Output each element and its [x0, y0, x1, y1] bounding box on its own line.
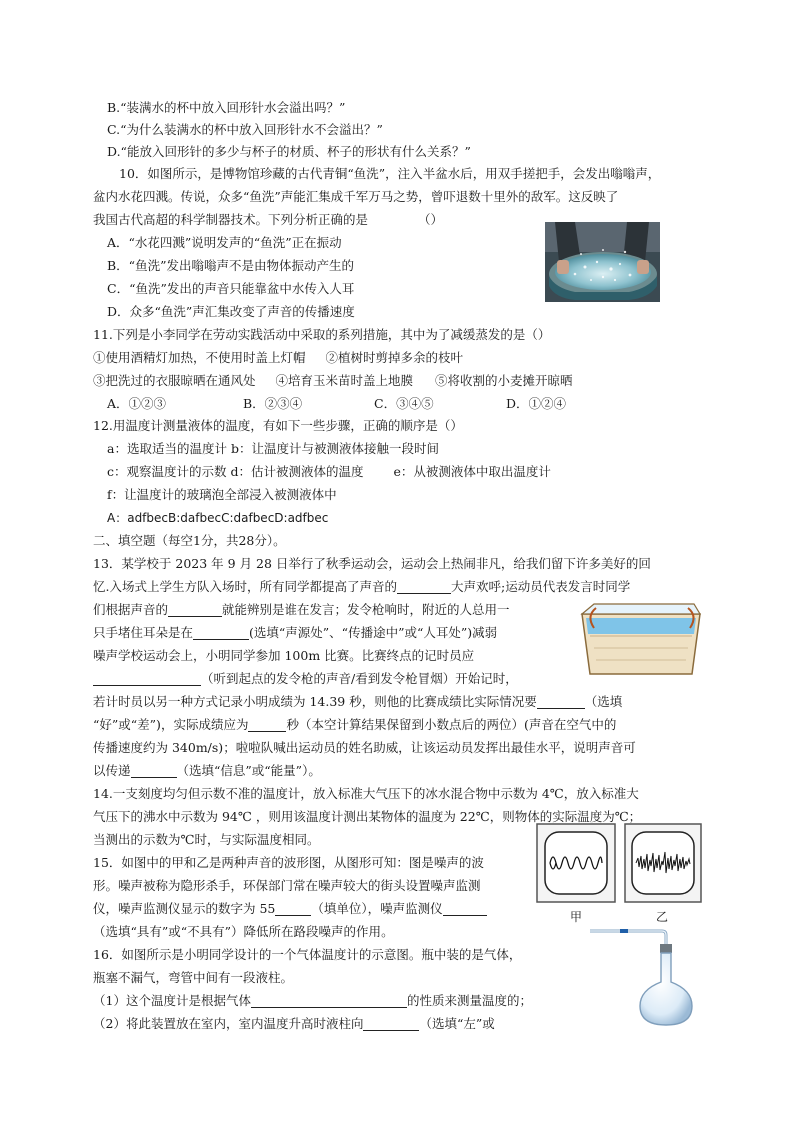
q11-item-5: ⑤将收割的小麦摊开晾晒: [434, 373, 573, 388]
q13-line7-text-b: （选填: [584, 694, 623, 709]
q13-line2: [93, 576, 630, 598]
q15-line1: 15．如图中的甲和乙是两种声音的波形图，从图形可知：图是噪声的波: [93, 855, 484, 870]
q10-stem-line3-text: 我国古代高超的科学制器技术。下列分析正确的是: [93, 212, 369, 227]
section-2-heading: 二、填空题（每空1分，共28分）。: [93, 533, 286, 548]
q13-line10: [93, 760, 321, 782]
q13-line2-text-b: 大声欢呼;运动员代表发言时同学: [450, 579, 631, 594]
q11-item-2: ②植树时剪掉多余的枝叶: [325, 350, 463, 365]
q13-line3-text-a: 们根据声音的: [93, 602, 169, 617]
q16-line4-text-a: （2）将此装置放在室内，室内温度升高时液柱向: [93, 1016, 364, 1031]
q13-line6: [93, 668, 518, 690]
q12-step-c: c：观察温度计的示数: [107, 464, 227, 479]
q13-blank-better-worse[interactable]: [537, 693, 585, 709]
cloth-bucket-figure: [576, 598, 706, 678]
q12-step-e: e：从被测液体中取出温度计: [393, 464, 551, 479]
q13-line4-text-b: (选填“声源处”、“传播途中”或“人耳处”)减弱: [249, 625, 498, 640]
q16-line3: [93, 990, 532, 1012]
gas-thermometer-figure: [586, 924, 696, 1029]
q15-line2: 形。噪声被称为隐形杀手，环保部门常在噪声较大的街头设置噪声监测: [93, 878, 481, 893]
q16-line3-text-b: 的性质来测量温度的；: [406, 993, 532, 1008]
q10-stem-line3: [93, 209, 443, 231]
q12-options: A：adfbecB:dafbecC:dafbecD:adfbec: [107, 511, 329, 525]
q13-line8-text-a: “好”或“差”)，实际成绩应为: [93, 717, 249, 732]
q12-step-d: d：估计被测液体的温度: [230, 464, 364, 479]
q16-line3-text-a: （1）这个温度计是根据气体: [93, 993, 251, 1008]
q16-line4: [93, 1013, 495, 1035]
caption-jia: 甲: [570, 910, 583, 924]
q14-line3: 当测出的示数为℃时，与实际温度相同。: [93, 832, 320, 847]
q9-option-b: B.“装满水的杯中放入回形针水会溢出吗？”: [107, 100, 346, 115]
q11-item-4: ④培育玉米苗时盖上地膜: [275, 373, 413, 388]
q13-line3: [93, 599, 510, 621]
q10-option-b: B．“鱼洗”发出嗡嗡声不是由物体振动产生的: [107, 258, 354, 273]
q13-blank-timing[interactable]: [93, 670, 201, 686]
q13-line1: 13．某学校于 2023 年 9 月 28 日举行了秋季运动会，运动会上热闹非凡，给我们留下许多美好的回: [93, 556, 651, 571]
q14-line1: 14.一支刻度均匀但示数不准的温度计，放入标准大气压下的冰水混合物中示数为 4℃，放入标准大: [93, 786, 639, 801]
q11-option-c: C．③④⑤: [374, 396, 434, 411]
q15-line3-text-b: （填单位），噪声监测仪: [311, 901, 443, 916]
q11-item-3: ③把洗过的衣服晾晒在通风处: [93, 373, 256, 388]
q13-blank-actual-time[interactable]: [248, 716, 286, 732]
q13-line9: 传播速度约为 340m/s)；啦啦队喊出运动员的姓名助威，让该运动员发挥出最佳水平，说明声音可: [93, 740, 636, 755]
q15-line4: （选填“具有”或“不具有”）降低所在路段噪声的作用。: [93, 924, 394, 939]
q11-option-a: A．①②③: [107, 396, 167, 411]
q13-line6-text: （听到起点的发令枪的声音/看到发令枪冒烟）开始记时，: [201, 671, 518, 686]
q12-step-f: f：让温度计的玻璃泡全部浸入被测液体中: [107, 487, 337, 502]
q13-line7: [93, 691, 622, 713]
q11-item-1: ①使用酒精灯加热，不使用时盖上灯帽: [93, 350, 306, 365]
q12-step-a: a：选取适当的温度计: [107, 441, 227, 456]
q16-line1: 16．如图所示是小明同学设计的一个气体温度计的示意图。瓶中装的是气体，: [93, 947, 522, 962]
q13-blank-info-energy[interactable]: [131, 762, 177, 778]
q9-option-d: D.“能放入回形针的多少与杯子的材质、杯子的形状有什么关系？”: [107, 144, 471, 159]
q16-blank-direction[interactable]: [363, 1015, 419, 1031]
q13-line2-text-a: 忆.入场式上学生方队入场时，所有同学都提高了声音的: [93, 579, 397, 594]
q13-blank-noise-location[interactable]: [193, 624, 249, 640]
q13-line3-text-b: 就能辨别是谁在发言；发令枪响时，附近的人总用一: [222, 602, 510, 617]
q13-line4: [93, 622, 497, 644]
q10-option-c: C．“鱼洗”发出的声音只能靠盆中水传入人耳: [107, 281, 355, 296]
q15-line3-text-a: 仪，噪声监测仪显示的数字为 55: [93, 901, 276, 916]
q16-blank-property[interactable]: [251, 992, 407, 1008]
q16-line2: 瓶塞不漏气，弯管中间有一段液柱。: [93, 970, 294, 985]
q10-stem-line1: 10．如图所示，是博物馆珍藏的古代青铜“鱼洗”，注入半盆水后，用双手搓把手，会发出嗡嗡声，: [119, 166, 661, 181]
q9-option-c: C.“为什么装满水的杯中放入回形针水不会溢出？”: [107, 122, 383, 137]
q13-line10-text-b: （选填“信息”或“能量”）。: [176, 763, 321, 778]
q11-stem: 11.下列是小李同学在劳动实践活动中采取的系列措施，其中为了减缓蒸发的是（）: [93, 327, 551, 342]
q10-option-d: D．众多“鱼洗”声汇集改变了声音的传播速度: [107, 304, 355, 319]
q13-line8: [93, 714, 616, 736]
waveform-yi-figure: [624, 823, 702, 903]
q13-blank-timbre[interactable]: [168, 601, 222, 617]
q12-stem: 12.用温度计测量液体的温度，有如下一些步骤，正确的顺序是（）: [93, 418, 463, 433]
q13-line5: 噪声学校运动会上，小明同学参加 100m 比赛。比赛终点的记时员应: [93, 648, 475, 663]
waveform-jia-figure: [536, 823, 616, 903]
q15-line3: [93, 898, 487, 920]
q14-line2: 气压下的沸水中示数为 94℃ ，则用该温度计测出某物体的温度为 22℃，则物体的实际温度为℃；: [93, 809, 642, 824]
q12-step-b: b：让温度计与被测液体接触一段时间: [230, 441, 439, 456]
q13-line7-text-a: 若计时员以另一种方式记录小明成绩为 14.39 秒，则他的比赛成绩比实际情况要: [93, 694, 537, 709]
q10-stem-line2: 盆内水花四溅。传说，众多“鱼洗”声能汇集成千军万马之势，曾吓退数十里外的敌军。这反映了: [93, 189, 619, 204]
q15-blank-has-effect[interactable]: [443, 900, 487, 916]
q11-items-row2: [93, 370, 572, 392]
q12-steps-row1: [107, 438, 439, 460]
q12-steps-row2: [107, 461, 551, 483]
fish-basin-photo: [545, 222, 660, 302]
q10-answer-bracket: （）: [417, 212, 443, 227]
q11-option-d: D．①②④: [506, 396, 567, 411]
q11-option-b: B．②③④: [243, 396, 303, 411]
q13-line4-text-a: 只手堵住耳朵是在: [93, 625, 194, 640]
q11-items-row1: [93, 347, 463, 369]
q13-line8-text-b: 秒（本空计算结果保留到小数点后的两位）(声音在空气中的: [286, 717, 617, 732]
q16-line4-text-b: （选填“左”或: [419, 1016, 495, 1031]
caption-yi: 乙: [656, 910, 669, 924]
q15-blank-unit[interactable]: [275, 900, 311, 916]
q13-blank-loudness[interactable]: [397, 578, 451, 594]
q10-option-a: A．“水花四溅”说明发声的“鱼洗”正在振动: [107, 235, 342, 250]
q13-line10-text-a: 以传递: [93, 763, 131, 778]
